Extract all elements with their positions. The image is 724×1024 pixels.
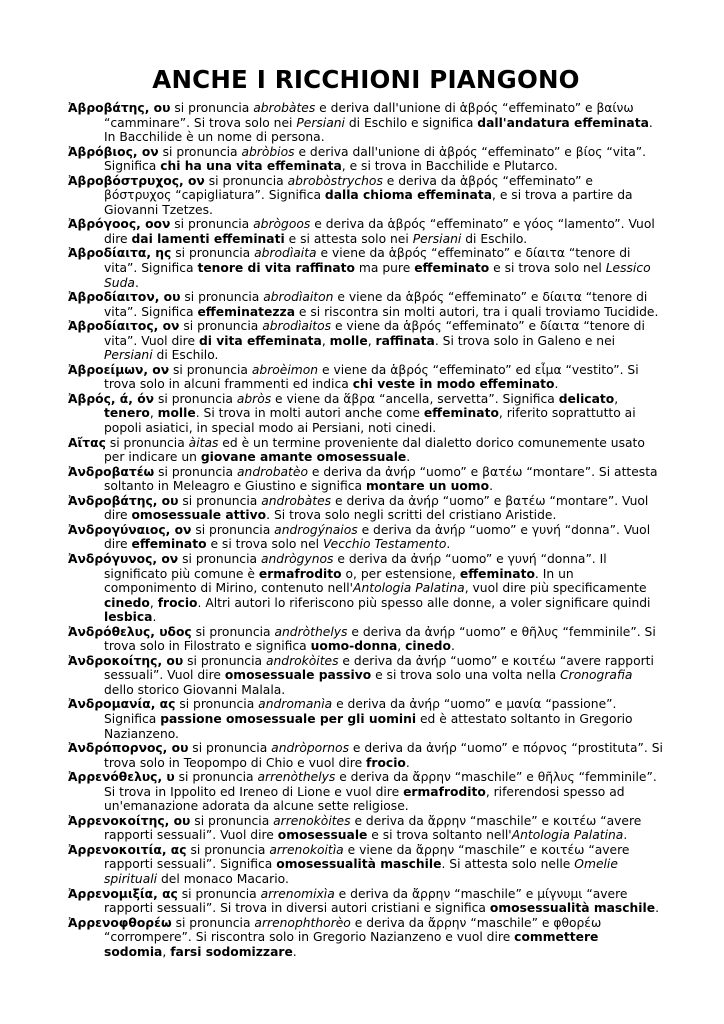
entry-text: . Altri autori lo riferiscono più spesso alle donne, a voler significare quindi (197, 595, 651, 610)
entry-text: ed è un termine proveniente dal dialetto dorico comunemente usato per indicare un (104, 435, 645, 465)
entry-text: si pronuncia (178, 493, 262, 508)
entry-text: . Si trova in molti autori anche come (195, 406, 424, 421)
entry-text: . In un componimento di Mirino, contenuto nell' (104, 566, 574, 596)
bold-term: montare un uomo (365, 479, 490, 494)
entry-text: e deriva da ἄρρην “maschile” e θῆλυς “femminile”. Si trova in Ippolito ed Ireneo di Lione e vuol dire (104, 770, 657, 799)
entry-text: . Si trova solo in Galeno e nei (434, 333, 616, 348)
entry-text: , (397, 639, 406, 654)
italic-text: abroèimon (251, 362, 319, 377)
bold-term: Ἀρρενόθελυς, υ (68, 770, 175, 785)
entry-text: . (489, 479, 493, 494)
entry-text: , (614, 391, 619, 406)
italic-text: abròbios (241, 144, 295, 159)
entry-text: si pronuncia (191, 624, 275, 639)
bold-term: Ἀνδρόθελυς, υδος (68, 624, 192, 639)
entry-text: si pronuncia (183, 653, 266, 668)
bold-term: dalla chioma effeminata (324, 188, 492, 203)
glossary-entry (68, 363, 664, 392)
italic-text: abrodìaiton (263, 290, 334, 305)
bold-term: Ἀνδρομανία, ας (68, 697, 176, 712)
bold-term: dall'andatura effeminata (477, 115, 649, 130)
italic-text: Persiani (104, 348, 153, 363)
bold-term: Ἀβροδίαιτα, ης (68, 246, 172, 261)
bold-term: Ἀνδροβάτης, ου (68, 493, 179, 508)
entry-text: e deriva da ἄρρην “maschile” e φθορέω “corrompere”. Si riscontra solo in Gregorio Nazianzeno e vuol dire (104, 915, 602, 945)
entry-text: , riferendosi spesso ad un'emanazione adorata da alcune sette religiose. (104, 784, 625, 814)
entry-text: , (321, 333, 330, 348)
bold-term: cinedo (405, 639, 451, 654)
bold-term: molle (329, 333, 368, 348)
glossary-entry (68, 174, 664, 218)
bold-term: omosessualità maschile (276, 857, 442, 872)
bold-term: effeminatezza (197, 304, 295, 319)
italic-text: Persiani (412, 231, 462, 246)
italic-text: Persiani (296, 115, 345, 130)
bold-term: Ἀβροβόστρυχος, ον (68, 173, 205, 188)
bold-term: Ἀβροδίαιτον, ου (68, 290, 181, 305)
bold-term: Ἀνδροκοίτης, ου (68, 653, 184, 668)
bold-term: frocio (366, 755, 406, 770)
entry-text: dello storico Giovanni Malala. (104, 682, 286, 697)
bold-term: ermafrodito (403, 784, 486, 799)
bold-term: Ἀνδρογύναιος, ον (68, 522, 192, 537)
bold-term: effeminato (414, 261, 490, 276)
entry-text: e deriva dall'unione di ἁβρός “effeminato” e βαίνω “camminare”. Si trova solo nei (104, 101, 634, 130)
bold-term: omosessualità maschile (489, 901, 656, 916)
glossary-entry (68, 654, 664, 698)
entry-text: . (134, 275, 139, 290)
bold-term: uomo-donna (310, 639, 398, 654)
glossary-entry (68, 814, 664, 843)
entry-text: ed è attestato soltanto in Gregorio Nazianzeno. (104, 711, 633, 741)
bold-term: Ἀρρενομιξία, ας (68, 886, 178, 901)
entry-text: del monaco Macario. (157, 871, 289, 886)
entry-text: . (406, 450, 411, 465)
italic-text: androkòites (265, 653, 339, 668)
glossary-entry (68, 101, 664, 145)
document-title: ANCHE I RICCHIONI PIANGONO (152, 65, 580, 94)
entry-text: ma pure (355, 261, 415, 276)
bold-term: tenero (104, 406, 150, 421)
entry-text: . (152, 610, 157, 625)
italic-text: arrenophthorèo (254, 915, 351, 930)
bold-term: ermafrodito (258, 566, 342, 581)
entry-text: si pronuncia (105, 435, 189, 450)
glossary-entry (68, 625, 664, 654)
entry-text: e deriva da ἀνήρ “uomo” e κοιτέω “avere rapporti sessuali”. Vuol dire (104, 653, 654, 683)
bold-term: omosessuale attivo (131, 508, 267, 523)
entry-text: . (623, 828, 628, 843)
italic-text: abrobòstrychos (287, 173, 383, 188)
entry-text: e viene da ἁβρός “effeminato” e δίαιτα “tenore di vita”. Vuol dire (104, 319, 645, 348)
glossary-entry (68, 887, 664, 916)
italic-text: Antologia Palatina (353, 581, 465, 596)
bold-term: effeminato (423, 406, 499, 421)
entry-text: e si trova soltanto nell' (367, 828, 512, 843)
glossary-list (68, 101, 664, 959)
italic-text: arrenomixìa (260, 886, 335, 901)
bold-term: Αἴτας (68, 435, 106, 450)
entry-text: e si trova solo nel (489, 261, 606, 276)
bold-term: Ἀβρός, ά, όν (68, 391, 155, 406)
italic-text: androbàtes (261, 493, 332, 508)
bold-term: molle (157, 406, 196, 421)
italic-text: Cronografia (560, 668, 633, 683)
entry-text: e viene da ἅβρα “ancella, servetta”. Significa (271, 391, 559, 406)
entry-text: . (450, 639, 455, 654)
entry-text: , (149, 595, 158, 610)
bold-term: Ἀβροβάτης, ου (68, 101, 171, 115)
italic-text: androgýnaios (274, 522, 358, 537)
entry-text: si pronuncia (180, 290, 264, 305)
entry-text: e deriva da ἀνήρ “uomo” e θῆλυς “femminile”. Si trova solo in Filostrato e significa (104, 624, 656, 654)
glossary-entry (68, 523, 664, 552)
entry-text: , vuol dire più specificamente (464, 581, 647, 596)
entry-text: e deriva da ἀνήρ “uomo” e γυνή “donna”. Vuol dire (104, 522, 651, 552)
bold-term: Ἀβρόβιος, ον (68, 144, 159, 159)
entry-text: si pronuncia (171, 915, 255, 930)
entry-text: , e si trova a partire da Giovanni Tzetzes. (104, 188, 633, 217)
bold-term: Ἀρρενοκοίτης, ου (68, 813, 191, 828)
italic-text: andròpornos (271, 741, 349, 756)
entry-text: . Si trova solo negli scritti del cristiano Aristide. (266, 508, 557, 523)
italic-text: andromanìa (258, 697, 333, 712)
glossary-entry (68, 246, 664, 290)
entry-text: . (292, 944, 297, 959)
glossary-entry (68, 145, 664, 174)
glossary-entry (68, 392, 664, 436)
italic-text: Omelie spirituali (104, 857, 618, 886)
entry-text: . (554, 377, 559, 392)
italic-text: abrodìaita (254, 246, 317, 261)
entry-text: e viene da ἄρρην “maschile” e κοιτέω “avere rapporti sessuali”. Significa (104, 842, 630, 872)
entry-text: si pronuncia (170, 101, 254, 115)
bold-term: Ἀρρενοκοιτία, ας (68, 842, 187, 857)
bold-term: commettere sodomia (104, 930, 599, 959)
bold-term: Ἀνδρόπορνος, ου (68, 741, 189, 756)
bold-term: Ἀβρόγοος, οον (68, 217, 171, 232)
glossary-entry (68, 436, 664, 465)
entry-text: e deriva da ἁβρός “effeminato” e γόος “lamento”. Vuol dire (104, 217, 655, 246)
glossary-entry (68, 217, 664, 246)
italic-text: abrògoos (253, 217, 311, 232)
entry-text: si pronuncia (191, 522, 275, 537)
glossary-entry (68, 843, 664, 887)
entry-text: si pronuncia (179, 319, 263, 334)
italic-text: andrògynos (260, 551, 334, 566)
italic-text: androbatèo (237, 464, 308, 479)
entry-text: di Eschilo. (461, 231, 528, 246)
bold-term: omosessuale passivo (224, 668, 372, 683)
bold-term: Ἀνδροβατέω (68, 464, 155, 479)
entry-text: e deriva da ἀνήρ “uomo” e πόρνος “prostituta”. Si trova solo in Teopompo di Chio e vuol dire (104, 741, 663, 770)
entry-text: . (405, 755, 410, 770)
entry-text: di Eschilo. (152, 348, 219, 363)
entry-text: si pronuncia (175, 697, 259, 712)
entry-text: e deriva dall'unione di ἁβρός “effeminato” e βίος “vita”. Significa (104, 144, 647, 174)
italic-text: Antologia Palatina (511, 828, 624, 843)
bold-term: Ἀνδρόγυνος, ον (68, 551, 179, 566)
glossary-entry (68, 465, 664, 494)
italic-text: àitas (188, 435, 219, 450)
entry-text: e si trova solo una volta nella (371, 668, 561, 683)
entry-text: si pronuncia (188, 741, 272, 756)
entry-text: e deriva da ἀνήρ “uomo” e βατέω “montare”. Si attesta soltanto in Meleagro e Giustino e significa (104, 464, 658, 494)
entry-text: si pronuncia (171, 246, 255, 261)
bold-term: farsi sodomizzare (170, 944, 293, 959)
italic-text: Vecchio Testamento (322, 537, 447, 552)
entry-text: e si trova solo nel (206, 537, 323, 552)
entry-text: e viene da ἁβρός “effeminato” e δίαιτα “tenore di vita”. Significa (104, 246, 631, 276)
entry-text: . Si attesta solo nelle (441, 857, 575, 872)
entry-text: e deriva da ἀνήρ “uomo” e μανία “passione”. Significa (104, 697, 617, 726)
entry-text: si pronuncia (174, 770, 258, 785)
bold-term: omosessuale (277, 828, 368, 843)
bold-term: Ἀβροδίαιτος, ον (68, 319, 180, 334)
entry-text: si pronuncia (186, 842, 270, 857)
bold-term: chi veste in modo effeminato (352, 377, 555, 392)
glossary-entry (68, 552, 664, 625)
bold-term: Ἀβροείμων, ον (68, 362, 170, 377)
italic-text: abrodìaitos (262, 319, 332, 334)
entry-text: di Eschilo e significa (344, 115, 478, 130)
italic-text: arrenokòites (273, 813, 351, 828)
italic-text: abrobàtes (253, 101, 316, 115)
bold-term: cinedo (104, 595, 150, 610)
bold-term: Ἀρρενοφθορέω (68, 915, 172, 930)
italic-text: andròthelys (274, 624, 348, 639)
glossary-entry (68, 741, 664, 770)
entry-text: e viene da ἁβρός “effeminato” e δίαιτα “tenore di vita”. Significa (104, 290, 648, 319)
italic-text: Lessico Suda (104, 261, 651, 290)
entry-text: si pronuncia (154, 391, 237, 406)
entry-text: e deriva da ἄρρην “maschile” e κοιτέω “avere rapporti sessuali”. Vuol dire (104, 813, 642, 843)
italic-text: abròs (236, 391, 272, 406)
bold-term: passione omosessuale per gli uomini (160, 711, 417, 726)
italic-text: arrenòthelys (257, 770, 336, 785)
entry-text: si pronuncia (177, 886, 261, 901)
glossary-entry (68, 697, 664, 741)
italic-text: arrenokoitìa (269, 842, 344, 857)
entry-text: . (446, 537, 451, 552)
bold-term: lesbica (104, 610, 153, 625)
entry-text: , riferito soprattutto ai popoli asiatici, in special modo ai Persiani, noti cinedi. (104, 406, 636, 436)
bold-term: tenore di vita raffinato (197, 261, 355, 276)
glossary-entry (68, 494, 664, 523)
entry-text: e deriva da ἀνήρ “uomo” e βατέω “montare”. Vuol dire (104, 493, 649, 523)
entry-text: , (162, 944, 171, 959)
glossary-entry (68, 319, 664, 363)
bold-term: frocio (157, 595, 198, 610)
entry-text: e deriva da ἀνήρ “uomo” e γυνή “donna”. Il significato più comune è (104, 551, 607, 581)
entry-text: , e si trova in Bacchilide e Plutarco. (341, 159, 558, 174)
bold-term: chi ha una vita effeminata (160, 159, 342, 174)
bold-term: effeminato (459, 566, 535, 581)
entry-text: si pronuncia (190, 813, 274, 828)
entry-text: , (149, 406, 158, 421)
entry-text: . (655, 901, 659, 916)
entry-text: si pronuncia (169, 362, 252, 377)
entry-text: si pronuncia (154, 464, 237, 479)
entry-text: si pronuncia (204, 173, 288, 188)
bold-term: effeminato (131, 537, 207, 552)
entry-text: si pronuncia (170, 217, 254, 232)
bold-term: delicato (558, 391, 615, 406)
bold-term: dai lamenti effeminati (131, 231, 285, 246)
entry-text: e deriva da ἁβρός “effeminato” e βόστρυχος “capigliatura”. Significa (104, 173, 593, 203)
glossary-entry (68, 770, 664, 814)
glossary-entry (68, 916, 664, 960)
entry-text: , (367, 333, 376, 348)
entry-text: o, per estensione, (341, 566, 460, 581)
bold-term: di vita effeminata (198, 333, 322, 348)
entry-text: si pronuncia (178, 551, 261, 566)
entry-text: . In Bacchilide è un nome di persona. (104, 115, 653, 145)
glossary-entry (68, 290, 664, 319)
entry-text: e si attesta solo nei (284, 231, 413, 246)
bold-term: raffinata (375, 333, 435, 348)
entry-text: e viene da ἁβρός “effeminato” ed εἶμα “vestito”. Si trova solo in alcuni frammenti ed indica (104, 362, 639, 392)
entry-text: e deriva da ἄρρην “maschile” e μίγνυμι “avere rapporti sessuali”. Si trova in diversi autori cristiani e significa (104, 886, 628, 916)
bold-term: giovane amante omosessuale (200, 450, 407, 465)
entry-text: si pronuncia (158, 144, 242, 159)
entry-text: e si riscontra sin molti autori, tra i quali troviamo Tucidide. (295, 304, 659, 319)
